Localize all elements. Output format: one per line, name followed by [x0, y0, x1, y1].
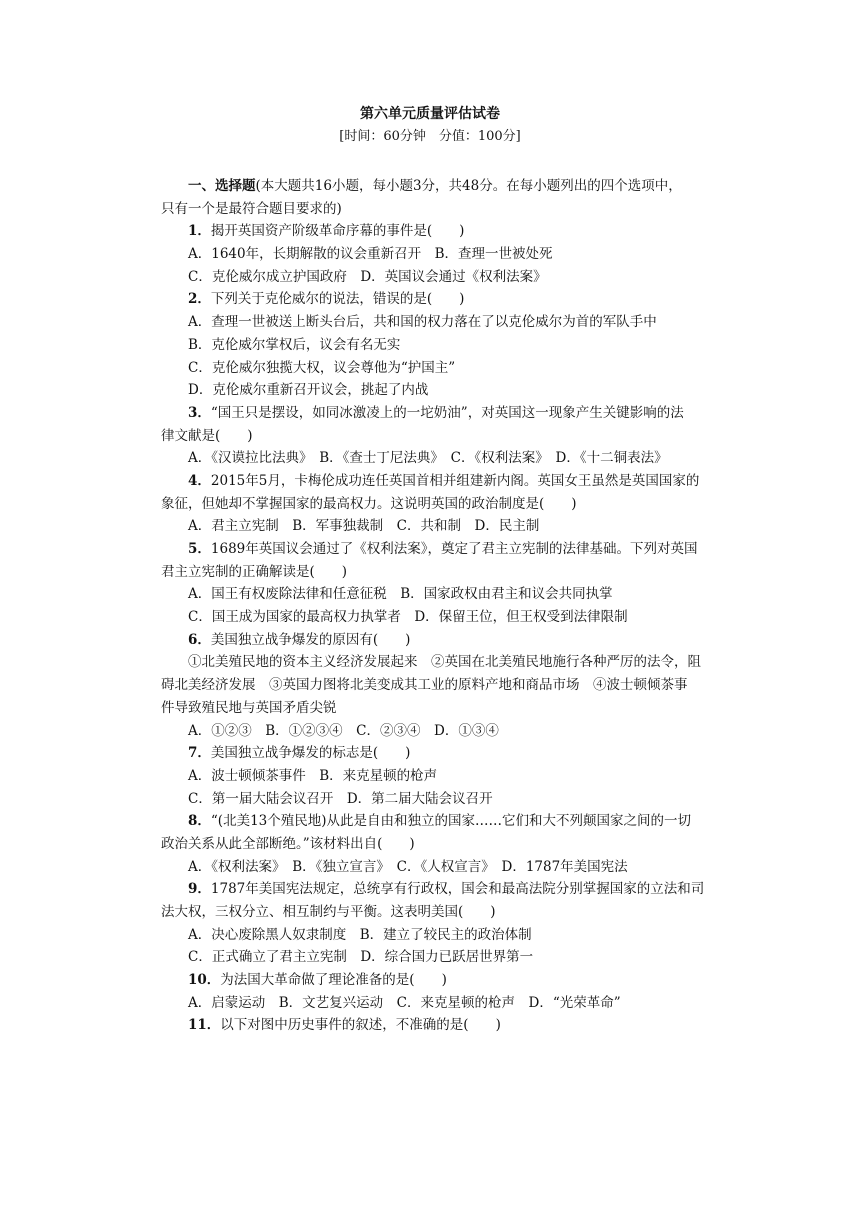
question-stem: 揭开英国资产阶级革命序幕的事件是( ) — [210, 223, 465, 240]
question-stem: 美国独立战争爆发的原因有( ) — [210, 631, 411, 648]
question-number: 10． — [188, 972, 221, 989]
page-title: 第六单元质量评估试卷 — [360, 106, 500, 122]
question-stem: 以下对图中历史事件的叙述，不准确的是( ) — [220, 1017, 501, 1034]
question-material: ①北美殖民地的资本主义经济发展起来 ②英国在北美殖民地施行各种严厉的法令，阻 — [188, 654, 701, 671]
question-option: C．第一届大陆会议召开 D．第二届大陆会议召开 — [188, 790, 493, 807]
question-number: 11． — [188, 1017, 221, 1034]
question-stem: 美国独立战争爆发的标志是( ) — [210, 745, 411, 762]
question-stem-cont: 法大权，三权分立、相互制约与平衡。这表明美国( ) — [161, 904, 496, 920]
question-2 — [161, 288, 703, 311]
question-option: A．《权利法案》 B．《独立宣言》 C．《人权宣言》 D．1787年美国宪法 — [188, 858, 628, 875]
question-material: 件导致殖民地与英国矛盾尖锐 — [161, 699, 337, 716]
question-5 — [161, 538, 703, 561]
question-number: 2． — [188, 291, 211, 308]
question-stem: 1689年英国议会通过了《权利法案》，奠定了君主立宪制的法律基础。下列对英国 — [210, 541, 698, 557]
question-number: 1． — [188, 223, 211, 240]
question-option: A．波士顿倾茶事件 B．来克星顿的枪声 — [188, 767, 438, 784]
question-option: A．决心废除黑人奴隶制度 B．建立了较民主的政治体制 — [188, 926, 532, 943]
question-number: 3． — [188, 404, 211, 421]
question-number: 8． — [188, 813, 211, 830]
question-stem: 2015年5月，卡梅伦成功连任英国首相并组建新内阁。英国女王虽然是英国国家的 — [210, 472, 700, 489]
question-material: 碍北美经济发展 ③英国力图将北美变成其工业的原料产地和商品市场 ④波士顿倾茶事 — [161, 677, 688, 694]
section-intro-line: 只有一个是最符合题目要求的) — [161, 200, 342, 217]
question-option: A．1640年，长期解散的议会重新召开 B．查理一世被处死 — [188, 246, 553, 263]
question-8 — [161, 810, 703, 833]
question-option: A．①②③ B．①②③④ C．②③④ D．①③④ — [188, 722, 499, 739]
question-option: A．启蒙运动 B．文艺复兴运动 C．来克星顿的枪声 D．“光荣革命” — [188, 994, 621, 1011]
question-9 — [161, 878, 703, 901]
question-number: 7． — [188, 745, 211, 762]
question-option: A．君主立宪制 B．军事独裁制 C．共和制 D．民主制 — [188, 518, 540, 535]
section-intro-text: (本大题共16小题，每小题3分，共48分。在每小题列出的四个选项中， — [255, 178, 682, 194]
section-heading: 一、选择题 — [188, 178, 256, 194]
question-stem: 为法国大革命做了理论准备的是( ) — [220, 972, 447, 989]
question-number: 9． — [188, 881, 211, 898]
question-option: A．查理一世被送上断头台后，共和国的权力落在了以克伦威尔为首的军队手中 — [188, 314, 657, 331]
question-stem: 下列关于克伦威尔的说法，错误的是( ) — [210, 291, 465, 308]
exam-content — [161, 175, 703, 1037]
question-stem: 1787年美国宪法规定，总统享有行政权，国会和最高法院分别掌握国家的立法和司 — [210, 881, 705, 898]
question-stem-cont: 君主立宪制的正确解读是( ) — [161, 563, 348, 580]
question-number: 6． — [188, 631, 211, 648]
question-stem: “(北美13个殖民地)从此是自由和独立的国家……它们和大不列颠国家之间的一切 — [210, 813, 692, 830]
question-6 — [161, 629, 703, 652]
question-option: C．正式确立了君主立宪制 D．综合国力已跃居世界第一 — [188, 949, 534, 966]
question-stem-cont: 象征，但她却不掌握国家的最高权力。这说明英国的政治制度是( ) — [161, 495, 577, 512]
question-7 — [161, 742, 703, 765]
question-11 — [161, 1014, 703, 1037]
question-option: C．克伦威尔独揽大权，议会尊他为“护国主” — [188, 359, 456, 376]
question-option: A．国王有权废除法律和任意征税 B．国家政权由君主和议会共同执掌 — [188, 586, 613, 603]
question-1 — [161, 220, 703, 243]
section-intro — [161, 175, 703, 198]
question-4 — [161, 470, 703, 493]
page-subtitle: [时间：60分钟 分值：100分] — [339, 129, 521, 144]
question-option: C．克伦威尔成立护国政府 D．英国议会通过《权利法案》 — [188, 268, 547, 285]
question-number: 4． — [188, 472, 211, 489]
question-stem-cont: 政治关系从此全部断绝。”该材料出自( ) — [161, 835, 415, 852]
question-option: B．克伦威尔掌权后，议会有名无实 — [188, 336, 401, 353]
question-option: D．克伦威尔重新召开议会，挑起了内战 — [188, 382, 429, 399]
question-option: A．《汉谟拉比法典》 B．《查士丁尼法典》 C．《权利法案》 D．《十二铜表法》 — [188, 450, 668, 467]
question-10 — [161, 969, 703, 992]
question-number: 5． — [188, 541, 211, 557]
question-3 — [161, 402, 703, 425]
question-stem: “国王只是摆设，如同冰激凌上的一坨奶油”，对英国这一现象产生关键影响的法 — [210, 404, 684, 421]
question-stem-cont: 律文献是( ) — [161, 427, 253, 444]
question-option: C．国王成为国家的最高权力执掌者 D．保留王位，但王权受到法律限制 — [188, 609, 628, 626]
